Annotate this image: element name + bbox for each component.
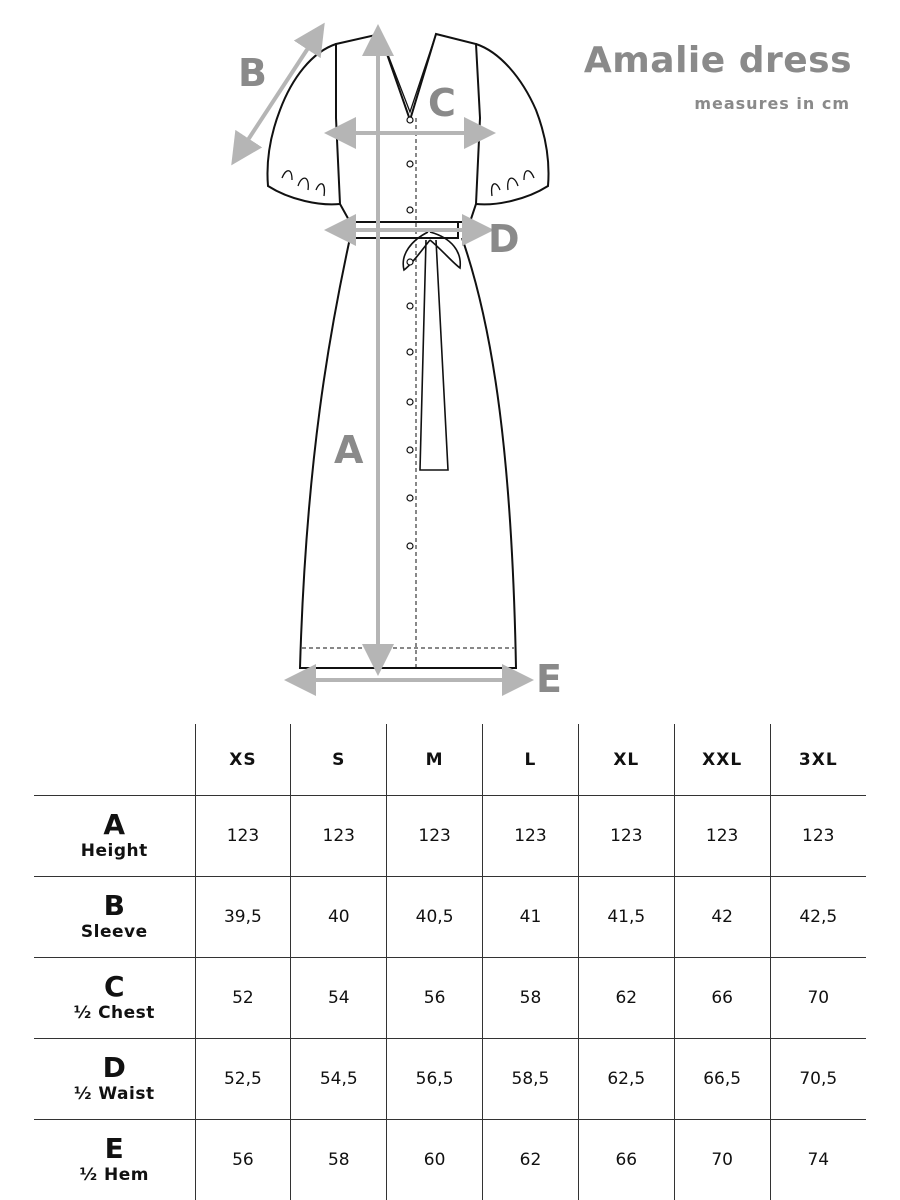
measurement-cell: 40 — [291, 877, 387, 958]
measurement-cell: 62,5 — [578, 1039, 674, 1120]
label-a: A — [334, 428, 364, 472]
measurement-cell: 66 — [578, 1120, 674, 1200]
row-letter: E — [104, 1132, 124, 1165]
size-header: L — [483, 724, 579, 796]
table-row — [34, 877, 866, 958]
row-label-cell — [34, 1120, 195, 1200]
measurement-cell: 40,5 — [387, 877, 483, 958]
measurement-cell: 58 — [291, 1120, 387, 1200]
measurement-cell: 41,5 — [578, 877, 674, 958]
measurement-cell: 62 — [578, 958, 674, 1039]
measurement-cell: 123 — [674, 796, 770, 877]
label-e: E — [536, 657, 562, 701]
size-header: XL — [578, 724, 674, 796]
measurement-cell: 41 — [483, 877, 579, 958]
size-chart-table — [34, 724, 866, 1200]
measurement-cell: 66 — [674, 958, 770, 1039]
measurement-cell: 123 — [578, 796, 674, 877]
size-header: M — [387, 724, 483, 796]
skirt — [300, 238, 516, 668]
row-letter: B — [103, 889, 125, 922]
measurement-cell: 56 — [195, 1120, 291, 1200]
header-corner-cell — [34, 724, 195, 796]
measurement-cell: 56,5 — [387, 1039, 483, 1120]
row-name: ½ Waist — [73, 1084, 155, 1104]
size-header: 3XL — [770, 724, 866, 796]
row-letter: A — [103, 808, 126, 841]
measurement-cell: 54 — [291, 958, 387, 1039]
row-label-cell — [34, 958, 195, 1039]
measurement-cell: 70,5 — [770, 1039, 866, 1120]
row-name: Sleeve — [80, 922, 148, 942]
table-row — [34, 796, 866, 877]
size-header: S — [291, 724, 387, 796]
row-name: Height — [80, 841, 148, 861]
measurement-cell: 52 — [195, 958, 291, 1039]
label-c: C — [428, 81, 456, 125]
measurement-cell: 42,5 — [770, 877, 866, 958]
measurement-cell: 123 — [195, 796, 291, 877]
measurement-cell: 52,5 — [195, 1039, 291, 1120]
measurement-cell: 70 — [674, 1120, 770, 1200]
measurement-cell: 123 — [291, 796, 387, 877]
measurement-cell: 56 — [387, 958, 483, 1039]
size-header-row — [34, 724, 866, 796]
front-buttons — [407, 117, 413, 549]
measurement-cell: 39,5 — [195, 877, 291, 958]
measurement-cell: 123 — [770, 796, 866, 877]
right-sleeve — [476, 44, 549, 204]
label-b: B — [238, 51, 267, 95]
measurement-cell: 60 — [387, 1120, 483, 1200]
measurement-cell: 66,5 — [674, 1039, 770, 1120]
measurement-cell: 58 — [483, 958, 579, 1039]
row-letter: C — [103, 970, 125, 1003]
measurement-cell: 123 — [483, 796, 579, 877]
right-cuff-gathers — [492, 171, 534, 196]
measurement-cell: 54,5 — [291, 1039, 387, 1120]
row-name: ½ Chest — [73, 1003, 155, 1023]
left-cuff-gathers — [282, 171, 324, 196]
measurement-cell: 123 — [387, 796, 483, 877]
size-header: XS — [195, 724, 291, 796]
measurement-cell: 58,5 — [483, 1039, 579, 1120]
measurement-cell: 62 — [483, 1120, 579, 1200]
row-letter: D — [102, 1051, 126, 1084]
table-row — [34, 1120, 866, 1200]
measurement-cell: 70 — [770, 958, 866, 1039]
row-label-cell — [34, 1039, 195, 1120]
table-row — [34, 1039, 866, 1120]
table-row — [34, 958, 866, 1039]
row-label-cell — [34, 796, 195, 877]
size-header: XXL — [674, 724, 770, 796]
bodice — [336, 34, 480, 222]
row-label-cell — [34, 877, 195, 958]
page-title: Amalie dress — [583, 40, 852, 81]
units-note: measures in cm — [694, 94, 850, 113]
measurement-cell: 74 — [770, 1120, 866, 1200]
left-sleeve — [268, 44, 341, 204]
label-d: D — [488, 217, 520, 261]
measurement-cell: 42 — [674, 877, 770, 958]
row-name: ½ Hem — [79, 1165, 149, 1185]
